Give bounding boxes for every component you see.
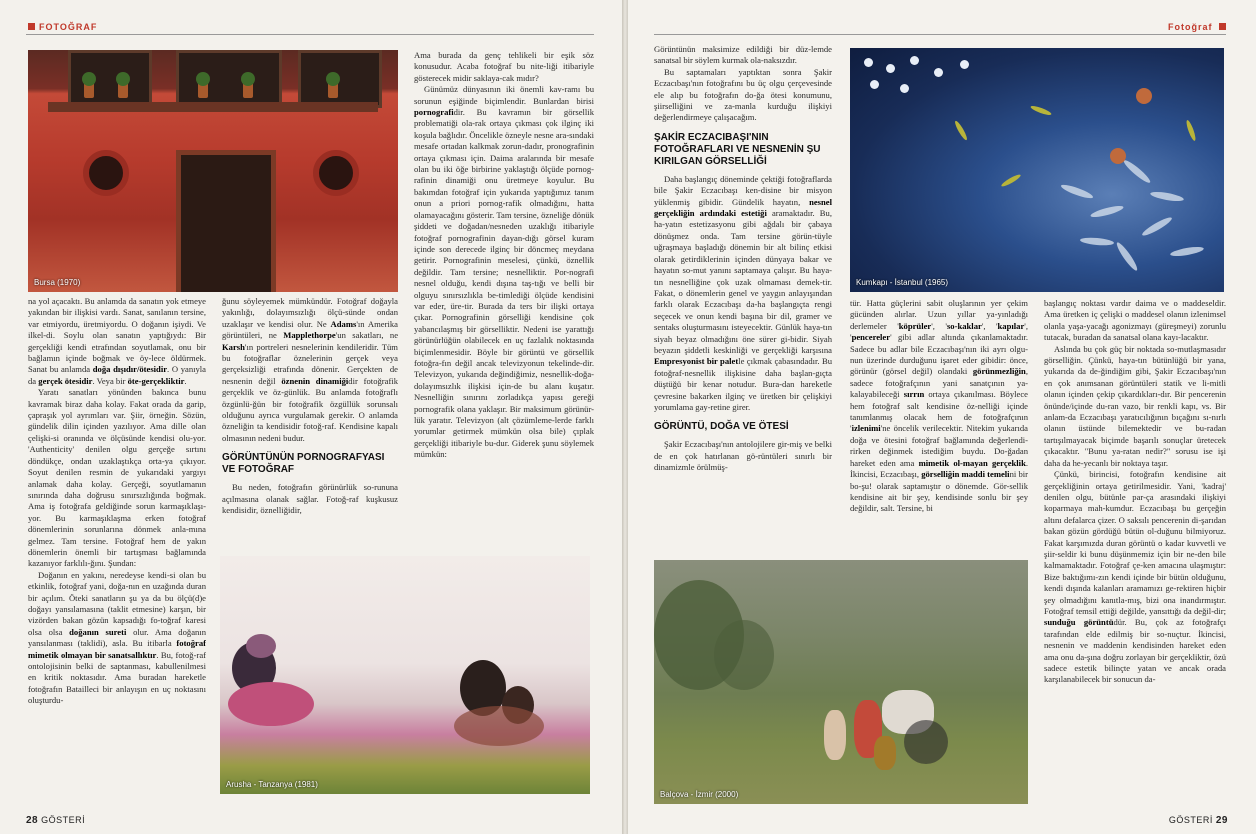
photo-arusha: [220, 556, 590, 794]
text-run: dür. Bu, çok az fotoğrafçı tarafından elde edilmiş bir so-nuçtur. İkincisi, nesnenin ve maddenin kendisinden hareket eden ama onu da-şına doğru zorlayan bir gerçekliktir, özü sadece estetik bilinçte yatan ve ancak orada karşılanabilecek bir sonucun da-: [1044, 617, 1226, 685]
emphasis: Mapplethorpe: [283, 330, 336, 341]
header-rule: [26, 34, 594, 35]
text-run: ' gibi adlar altında çıkanlamaktadır. Sadece bu adlar bile Eczacıbaşı'nın iki ayrı olgu-nun üzerinde durduğunu işaret eder gibidir: önce, görünür (görsel değil) olandaki: [850, 332, 1028, 377]
section-heading: ŞAKİR ECZACIBAŞI'NIN FOTOĞRAFLARI VE NESNENİN ŞU KIRILGAN GÖRSELLİĞİ: [654, 131, 821, 167]
emphasis: pornografi: [414, 107, 454, 118]
text-run: ', ': [981, 320, 998, 331]
left-col-1: [28, 296, 206, 806]
section-heading: GÖRÜNTÜNÜN PORNOGRAFYASI VE FOTOĞRAF: [222, 452, 385, 476]
text-run: . İkincisi, Eczacıbaşı,: [850, 457, 1028, 480]
text-run: Çünkü, birincisi, fotoğrafın kendisine ait gerçekliğinin ortaya getirilmesidir. Yani, 'kadraj' denilen olgu, bütünle par-ça arasındaki ilişkiyi koparmaya mah-kumdur. Eczacıbaşı bu gerçeğin altını defalarca çizer. O saksılı pencerenin di-şarıdan bakan gözün gördüğü bütün ol-duğunu bilmiyoruz. Fakat karşımızda duran görüntü o kadar kuvvetli ve şiir-seldir ki bunu düşünmemiz için bir ne-den bile kalmamaktadır. Fotoğraf çe-ken amacına ulaşmıştır: Bize baktığımı-zın kendi içinde bir bütün olduğunu, kendi dışında kalanları aramamızı ge-rektiren hiçbir şey olmadığını kanıtla-mış, bizi ona inandırmıştır. Fotoğraf temsil ettiği değilde, yansıttığı da değil-dir;: [1044, 469, 1226, 616]
text-run: na yol açacaktı. Bu anlamda da sanatın yok etmeye yakından bir ilişkisi vardı. Sanat, sanılanın tersine, var etmiyordu, üretmiyordu. O doğanın işiydi. Ve ilkel-di. Soylu olan sanatın yaptığıydı: Bir gerçekliği kendi etrafından soyutlamak, onu bir bağlamın içinde boğmak ve öy-lece öldürmek. Sanat bu anlamda: [28, 296, 206, 375]
text-run: , sadece fotoğrafçının yani sanatçının ya-kalayabileceği: [850, 366, 1028, 400]
text-run: ortaya çıkanılması. Böylece hem fotoğraf salt kendisine öz-nelliği içinde tanımlanmış olacak hem de fotoğrafçının ': [850, 389, 1028, 434]
photo-balcova: [654, 560, 1028, 804]
text-run: .: [184, 375, 187, 386]
section-tag-left: [28, 22, 97, 32]
emphasis: gerçek ötesidir: [38, 375, 93, 386]
emphasis: sırrın: [903, 389, 925, 400]
text-run: 'un sakatları, ne: [335, 330, 398, 341]
emphasis: öte-gerçekliktir: [127, 375, 185, 386]
paragraph: Aslında bu çok güç bir noktada so-mutlaşmasıdır görselliğin. Çünkü, haya-tın bütünlüğü bir yana, yukarıda da de-ğindiğim gibi, Şakir Eczacıbaşı'nın en çok anımsanan görüntüleri statik ve li-mitli olanın içinden çekip çıkardıkları-dır. Bir pencerenin önünde/içinde du-ran vazo, bir renkli kapı, vs. Bir anlam-da Eczacıbaşı yaratıcılığının bıçağını sı-nırlı olanın üstünde bilemektedir ve bu-radan tartışılmayacak biçimde başarılı sonuçlar üretecek çıkacaktır. "Bunu ya-ratan nedir?" sorusu ise işi daha da he-yecanlı bir noktaya taşır.: [1044, 343, 1226, 468]
emphasis: Empresyonist bir palet: [654, 356, 739, 367]
text-run: Günümüz dünyasının iki önemli kav-ramı bu sorunun eşiğinde biçimlendir. Bunlardan birisi: [414, 84, 594, 106]
emphasis: sunduğu görüntü: [1044, 617, 1114, 628]
emphasis: görselliğin maddi temeli: [921, 469, 1010, 480]
emphasis: doğa dışıdır/ötesidir: [92, 364, 168, 375]
paragraph: Ama burada da genç tehlikeli bir eşik söz konusudur. Acaba fotoğraf bu nite-liği itibariyle gösterecek midir saklaya-cak mıdır?: [414, 50, 594, 83]
folio-left: [26, 815, 85, 826]
text-run: dir fotoğrafik gerçeklik ve öz-günlük. Bu anlamda fotoğraflı özgünlü-ğün bir fotoğrafik özgüllük sorunsalı olduğunu ayrıca vurgulamak gerekir. O anlamda özneliğin ta kendisidir fotoğ-raf. Kendisine kapalı olmasının nedeni budur.: [222, 375, 398, 443]
section-label: FOTOĞRAF: [39, 22, 98, 32]
emphasis: kapılar: [997, 320, 1025, 331]
text-run: ', ': [850, 320, 1028, 343]
emphasis: doğanın sureti: [69, 626, 127, 637]
section-heading: GÖRÜNTÜ, DOĞA VE ÖTESİ: [654, 421, 789, 433]
photo-caption: Balçova - İzmir (2000): [660, 790, 739, 799]
text-run: ni bir bo-şu! olarak saptamıştır o dönemde. Gör-sellik kendisine ait bir şey, kendisinde sonlu bir şey değildir, salt. Tersine, bi: [850, 469, 1028, 514]
text-run: . Veya bir: [92, 375, 126, 386]
text-run: ', ': [931, 320, 947, 331]
emphasis: köprüler: [898, 320, 932, 331]
paragraph: Görüntünün maksimize edildiği bir düz-lemde sanatsal bir söylem kurmak ola-naksızdır.: [654, 44, 832, 66]
magazine-name: GÖSTERİ: [41, 815, 86, 825]
right-col-3: [1044, 298, 1226, 810]
photo-caption: Arusha - Tanzanya (1981): [226, 780, 318, 789]
emphasis: so-kaklar: [946, 320, 982, 331]
emphasis: pencereler: [851, 332, 891, 343]
emphasis: görünmezliğin: [972, 366, 1026, 377]
right-col-1: [654, 44, 832, 552]
emphasis: Karsh: [222, 341, 245, 352]
section-square-icon: [28, 23, 35, 30]
left-col-2: [222, 296, 398, 554]
text-run: olur. Ama doğanın yansılanması (taklidi), asla. Bu itibarla: [28, 626, 206, 649]
text-run: tür. Hatta güçlerini sabit oluşlarının yer çekim gücünden alırlar. Uzun yıllar ya-yınladığı derlemeler ': [850, 298, 1028, 331]
emphasis: Adams: [330, 318, 357, 329]
right-col-2: [850, 298, 1028, 554]
text-run: 'ne öncelik verilecektir. Nitekim yukarıda doğa ve ötesini fotoğraf bağlamında değerlendi-rirken değinmek istediğim buydu. Do-ğadan hareket eden ama: [850, 423, 1028, 468]
paragraph: başlangıç noktası vardır daima ve o maddeseldir. Ama üretken iç çelişki o maddesel olanın izlenimsel olanla yaşa-yacağı agonizmayı (güreşmeyi) zorunlu tutacak, buradan da sanatsal olana kayı-lacaktır.: [1044, 298, 1226, 343]
paragraph: Yaratı sanatları yönünden bakınca bunu kavramak biraz daha kolay. Fakat orada da garip, çapraşık yol ayrımları var. Şiir, örneğin. Sözün, gündelik dilin içinden yazılıyor. Ama dille olan çelişki-si oranında ve ölçüsünde kendisi olu-yor. 'Authenticity' denilen olgu gerçeğe sırtını döndükçe, ondan uzaklaştıkça orta-ya çıkıyor. Soyut denilen resmin de yukarıdaki yargıyı anlamak daha kolay. Gerçeği, soyutlamanın sınırında daha doğrusu sınırsızlığında boğmak. Ama iş fotoğrafa geldiğinde sorun karmaşıklaşı-yor. Bu karmaşıklaşma erken fotoğraf dönemlerinin sorunlarına dönmek anla-mına gelmez. Tam tersine. Fotoğraf hem de yakın dönemlerin önemli bir tartışması bağlamında kazanıyor farklılı-ğını. Şundan:: [28, 387, 206, 569]
section-square-icon: [1219, 23, 1226, 30]
photo-kumkapi: [850, 48, 1224, 292]
magazine-name: GÖSTERİ: [1168, 815, 1213, 825]
photo-caption: Kumkapı - İstanbul (1965): [856, 278, 949, 287]
page-number: 28: [26, 815, 39, 826]
left-page: [0, 0, 622, 834]
section-label: Fotoğraf: [1167, 22, 1213, 32]
right-page: [628, 0, 1256, 834]
header-rule: [654, 34, 1226, 35]
text-run: le çıkmak çabasındadır. Bu fotoğraf-nesnellik ilişkisine daha başlan-gıçta düştüğü bir kenar notudur. Bura-dan hareketle çevresine bakarken ilginç ve üretken bir çelişkiyi yorumlama gay-retine girer.: [654, 356, 832, 412]
page-number: 29: [1215, 815, 1228, 826]
text-run: . O yanıyla da: [28, 364, 206, 386]
emphasis: izlenimi: [851, 423, 881, 434]
section-tag-right: [1168, 22, 1226, 32]
emphasis: nesnel gerçekliğin ardındaki estetiği: [654, 196, 832, 219]
text-run: 'ın portreleri nesnelerinin kendileridir. Tüm bu fotoğraflar öznelerinin gerçek veya gerçeksizliği etrafında dönenir. Gerçekten de nesnenin değil: [222, 341, 398, 386]
folio-right: [1169, 815, 1228, 826]
paragraph: Bu neden, fotoğrafın görünürlük so-rununa açılmasına olanak sağlar. Fotoğ-raf kuşkusuz kendisidir, öznelliğidir,: [222, 482, 398, 516]
text-run: 'ın Amerika görüntüleri, ne: [222, 318, 398, 341]
text-run: ğunu söyleyemek mümkündür. Fotoğraf doğayla yakınlığı, dolayımsızlığı ölçü-sünde ondan uzaklaşır ve kendisi olur. Ne: [222, 296, 398, 329]
text-run: . Bu, fotoğ-raf ontolojisinin belki de saptanması, kabullenilmesi en kritik noktasıdır. Ama buradan hareketle fotoğrafın Batailleci bir anlayışın en uç noktasını oluşturdu-: [28, 649, 206, 706]
emphasis: öznenin dinamiği: [281, 375, 349, 386]
text-run: Doğanın en yakını, neredeyse kendi-si olan bu etkinlik, fotoğraf yani, doğa-nın en uzağında duran bir açılım. Öteki sanatların şu ya da bu ölçü(d)e doğayı yansılamasına (taklit etmesine) karşın, bir vizörden bakan gözün kapsadığı fo-toğraf karesi olsa olsa: [28, 569, 206, 637]
emphasis: fotoğraf mimetik olmayan bir sanatsallıktır: [28, 638, 206, 660]
paragraph: Bu saptamaları yaptıktan sonra Şakir Eczacıbaşı'nın fotoğrafını bu üç olgu çerçevesinde ele alıp bu fotoğrafın do-ğa ötesi konumunu, şiirselliğini ve za-manla kurduğu ilişkiyi değerlendirmeye çalışacağım.: [654, 66, 832, 123]
left-col-3: [414, 50, 594, 552]
text-run: aramaktadır. Bu, ha-yatın estetizasyonu gibi ağdalı bir çabaya dönüşmez onda. Tam tersine görün-tüyle uğraşmaya başladığı dönemin bir alt bilinç etkisi olarak getirdiklerinin içinden dünyaya bakar ve hayatın so-mut yanını saptamaya çalışır. Bu haya-tın nesnelliğine çok uzak olmaması demek-tir. Fakat, o dönemlerin genel ve yaygın anlayışından farklı olarak Eczacıbaşı da-ha başlangıçta rengi seçecek ve onun kendi başına bir dil, gramer ve sentaks oluşturmasını isteyecektir. Günlük haya-tın siyah beyaz olmadığını öne sürer gi-bidir. Siyah beyazın şiddetli keskinliği ve gerçekliği karşısına: [654, 208, 832, 355]
emphasis: mimetik ol-mayan gerçeklik: [918, 457, 1026, 468]
text-run: dir. Bu kavramın bir görsellik problematiği ola-rak ortaya çıkması çok ilginç iki koşula bağlıdır. Öncelikle özneyle nesne ara-sındaki mesafe ortadan kalkmak zorun-dadır, pronografinin ortaya çıkması için. Daima aralarında bir mesafe olan bu iki öğe birbirine yaklaştığı ölçüde pornog-rafinin dinamiği onu üretmeye koyulur. Bu bakımdan fotoğraf için yukarıda yaptığımız tanım onun a priori pornog-rafik olmadığını, hatta olamayacağını gösterir. Tam tersine, özneliğe dönük şiddeti ve doğadan/nesneden uzaklığı itibariyle fotoğraf pornografinin dayan-dığı görsel kuram içinde son derecede ilginç bir döncmeç meydana getirir. Pornografinin meselesi, çünkü, öznellik değildir. Tam tersine; nesnelliktir. Por-nografi nesnel olduğu, kendi dışına taş-tığı ve belli bir olguyu sınırsızlıkla be-timlediği ölçüde kendisini var eder, üre-tir. Burada da ters bir ilişki ortaya çıkar. Pornografinin görselliği kendisine çok yabancılaşmış bir görselliktir. Nedeni ise yarattığı görünürlüğün olabilecek en uç fazlalık noktasında biçimlenmesidir. Böyle bir görüntü ve görsellik fotoğra-fın değil ancak televizyonun tekelinde-dir. Televizyon, yukarıda değindiğimiz, nesnellik-doğa-dolayımsızlık ilişkisi için-de bu alanı kuşatır. Nesnelliğin sınırını zorladıkça yapısı gereği pornografik olana yaklaşır. Bir maksimum görünür-lük yaratır. Televizyon (alt çözümleme-lerde farklı yorumlar getirmek mümkün olsa bile) çıplak gerçekliği itibariyle bu-dur. Giderek şunu söylemek mümkün:: [414, 107, 594, 460]
text-run: Daha başlangıç döneminde çektiği fotoğraflarda bile Şakir Eczacıbaşı ken-disine bir misyon yüklenmiş gibidir. Gündelik hayatın,: [654, 173, 832, 207]
paragraph: Şakir Eczacıbaşı'nın antolojilere gir-miş ve belki de en çok hatırlanan gö-rüntüleri sınırlı bir dinamizmle örülmüş-: [654, 439, 832, 473]
photo-caption: Bursa (1970): [34, 278, 81, 287]
photo-bursa: [28, 50, 398, 292]
